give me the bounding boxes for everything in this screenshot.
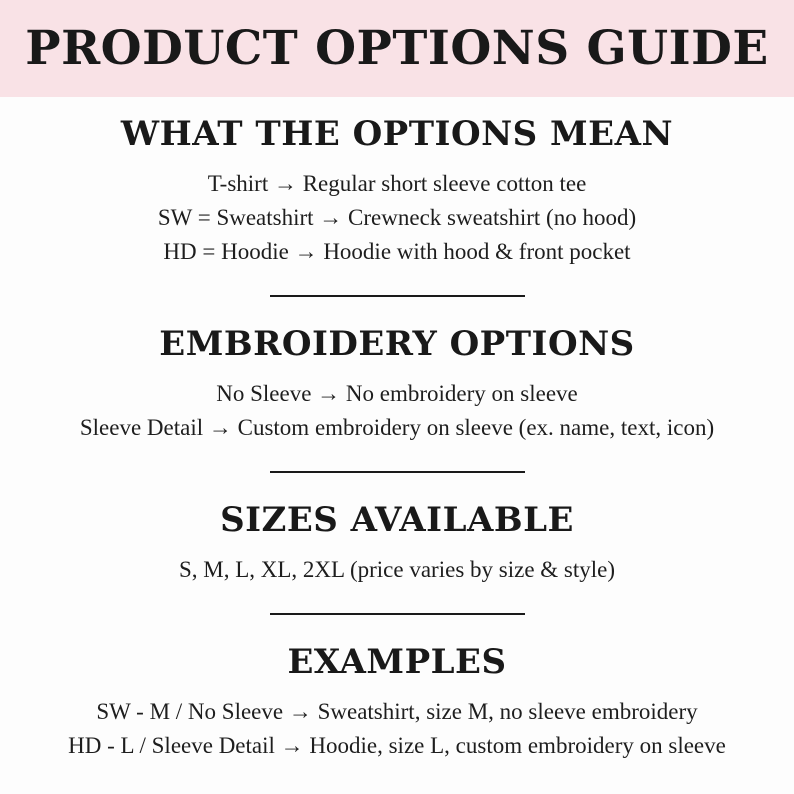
section-examples xyxy=(0,641,794,763)
example-line: HD - L / Sleeve Detail → Hoodie, size L, custom embroidery on sleeve xyxy=(68,733,726,758)
page-title: PRODUCT OPTIONS GUIDE xyxy=(25,21,769,76)
header-band xyxy=(0,0,794,97)
section-divider xyxy=(270,613,525,615)
option-definition-line: T-shirt → Regular short sleeve cotton tee xyxy=(207,171,587,196)
section-heading: EXAMPLES xyxy=(287,642,507,682)
embroidery-option-line: No Sleeve → No embroidery on sleeve xyxy=(216,381,578,406)
section-what-options-mean xyxy=(0,113,794,269)
section-divider xyxy=(270,471,525,473)
section-sizes-available xyxy=(0,499,794,587)
section-embroidery-options xyxy=(0,323,794,445)
section-heading: EMBROIDERY OPTIONS xyxy=(159,324,635,364)
section-divider xyxy=(270,295,525,297)
embroidery-option-line: Sleeve Detail → Custom embroidery on sleeve (ex. name, text, icon) xyxy=(79,415,715,440)
guide-body xyxy=(0,97,794,794)
sizes-line: S, M, L, XL, 2XL (price varies by size & style) xyxy=(178,557,616,582)
section-heading: WHAT THE OPTIONS MEAN xyxy=(120,114,674,154)
option-definition-line: SW = Sweatshirt → Crewneck sweatshirt (no hood) xyxy=(157,205,637,230)
section-heading: SIZES AVAILABLE xyxy=(220,500,574,540)
example-line: SW - M / No Sleeve → Sweatshirt, size M, no sleeve embroidery xyxy=(96,699,698,724)
option-definition-line: HD = Hoodie → Hoodie with hood & front pocket xyxy=(163,239,631,264)
